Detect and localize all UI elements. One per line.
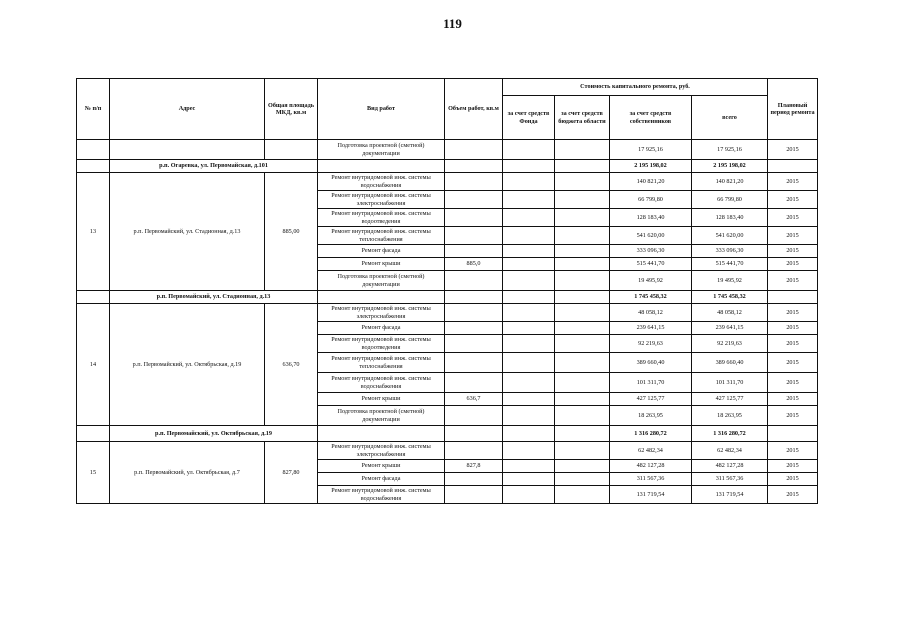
total-cell: 101 311,70 bbox=[692, 373, 768, 393]
volume-cell bbox=[445, 271, 503, 291]
owners-cell: 131 719,54 bbox=[610, 486, 692, 504]
fund-cell bbox=[503, 271, 555, 291]
total-cell: 389 660,40 bbox=[692, 353, 768, 373]
budget-cell bbox=[555, 245, 610, 258]
work-cell: Ремонт крыши bbox=[318, 258, 445, 271]
fund-cell bbox=[503, 140, 555, 160]
volume-cell: 885,0 bbox=[445, 258, 503, 271]
fund-cell bbox=[503, 322, 555, 335]
budget-cell bbox=[555, 304, 610, 322]
period-cell: 2015 bbox=[768, 140, 818, 160]
subtotal-label: р.п. Первомайский, ул. Стадионная, д.13 bbox=[110, 291, 318, 304]
fund-cell bbox=[503, 442, 555, 460]
period-cell: 2015 bbox=[768, 473, 818, 486]
work-cell: Ремонт фасада bbox=[318, 322, 445, 335]
volume-cell bbox=[445, 191, 503, 209]
area-cell: 636,70 bbox=[265, 304, 318, 426]
subtotal-row bbox=[77, 426, 818, 442]
table-row bbox=[77, 140, 818, 160]
header-fund: за счет средств Фонда bbox=[503, 96, 555, 140]
address-cell: р.п. Первомайский, ул. Октябрьская, д.7 bbox=[110, 442, 265, 504]
total-cell: 131 719,54 bbox=[692, 486, 768, 504]
period-cell: 2015 bbox=[768, 258, 818, 271]
fund-cell bbox=[503, 473, 555, 486]
total-cell: 66 799,80 bbox=[692, 191, 768, 209]
owners-cell: 101 311,70 bbox=[610, 373, 692, 393]
fund-cell bbox=[503, 393, 555, 406]
period-cell: 2015 bbox=[768, 406, 818, 426]
period-cell: 2015 bbox=[768, 227, 818, 245]
fund-cell bbox=[503, 304, 555, 322]
total-cell: 2 195 198,02 bbox=[692, 160, 768, 173]
owners-cell: 541 620,00 bbox=[610, 227, 692, 245]
header-total: всего bbox=[692, 96, 768, 140]
work-cell: Ремонт фасада bbox=[318, 473, 445, 486]
fund-cell bbox=[503, 460, 555, 473]
budget-cell bbox=[555, 335, 610, 353]
subtotal-row bbox=[77, 160, 818, 173]
work-cell: Ремонт крыши bbox=[318, 460, 445, 473]
volume-cell: 636,7 bbox=[445, 393, 503, 406]
fund-cell bbox=[503, 353, 555, 373]
area-cell: 827,80 bbox=[265, 442, 318, 504]
volume-cell bbox=[445, 209, 503, 227]
owners-cell: 19 495,92 bbox=[610, 271, 692, 291]
total-cell: 333 096,30 bbox=[692, 245, 768, 258]
header-area: Общая площадь МКД, кв.м bbox=[265, 79, 318, 140]
work-cell: Ремонт внутридомовой инж. системы теплоснабжения bbox=[318, 227, 445, 245]
fund-cell bbox=[503, 406, 555, 426]
total-cell: 427 125,77 bbox=[692, 393, 768, 406]
address-cell bbox=[110, 140, 265, 160]
num-cell: 13 bbox=[77, 173, 110, 291]
period-cell: 2015 bbox=[768, 335, 818, 353]
work-cell: Подготовка проектной (сметной) документации bbox=[318, 406, 445, 426]
header-cost-group: Стоимость капитального ремонта, руб. bbox=[503, 79, 768, 96]
period-cell bbox=[768, 291, 818, 304]
period-cell: 2015 bbox=[768, 373, 818, 393]
num-cell bbox=[77, 140, 110, 160]
address-cell: р.п. Первомайский, ул. Стадионная, д.13 bbox=[110, 173, 265, 291]
total-cell: 92 219,63 bbox=[692, 335, 768, 353]
owners-cell: 333 096,30 bbox=[610, 245, 692, 258]
work-cell: Подготовка проектной (сметной) документации bbox=[318, 271, 445, 291]
period-cell: 2015 bbox=[768, 209, 818, 227]
num-cell bbox=[77, 160, 110, 173]
budget-cell bbox=[555, 460, 610, 473]
num-cell: 15 bbox=[77, 442, 110, 504]
work-cell bbox=[318, 160, 445, 173]
owners-cell: 427 125,77 bbox=[610, 393, 692, 406]
owners-cell: 1 316 280,72 bbox=[610, 426, 692, 442]
budget-cell bbox=[555, 291, 610, 304]
owners-cell: 128 183,40 bbox=[610, 209, 692, 227]
table-row bbox=[77, 173, 818, 191]
budget-cell bbox=[555, 426, 610, 442]
area-cell: 885,00 bbox=[265, 173, 318, 291]
period-cell: 2015 bbox=[768, 304, 818, 322]
table-row bbox=[77, 442, 818, 460]
total-cell: 128 183,40 bbox=[692, 209, 768, 227]
fund-cell bbox=[503, 335, 555, 353]
period-cell: 2015 bbox=[768, 486, 818, 504]
volume-cell bbox=[445, 406, 503, 426]
budget-cell bbox=[555, 140, 610, 160]
owners-cell: 515 441,70 bbox=[610, 258, 692, 271]
volume-cell bbox=[445, 373, 503, 393]
budget-cell bbox=[555, 373, 610, 393]
header-address: Адрес bbox=[110, 79, 265, 140]
volume-cell bbox=[445, 335, 503, 353]
period-cell bbox=[768, 426, 818, 442]
header-period: Плановый период ремонта bbox=[768, 79, 818, 140]
volume-cell bbox=[445, 173, 503, 191]
total-cell: 48 058,12 bbox=[692, 304, 768, 322]
work-cell: Подготовка проектной (сметной) документации bbox=[318, 140, 445, 160]
budget-cell bbox=[555, 227, 610, 245]
address-cell: р.п. Первомайский, ул. Октябрьская, д.19 bbox=[110, 304, 265, 426]
owners-cell: 17 925,16 bbox=[610, 140, 692, 160]
fund-cell bbox=[503, 426, 555, 442]
owners-cell: 482 127,28 bbox=[610, 460, 692, 473]
total-cell: 1 745 458,32 bbox=[692, 291, 768, 304]
owners-cell: 239 641,15 bbox=[610, 322, 692, 335]
work-cell: Ремонт внутридомовой инж. системы водоснабжения bbox=[318, 373, 445, 393]
volume-cell bbox=[445, 140, 503, 160]
num-cell bbox=[77, 426, 110, 442]
budget-cell bbox=[555, 191, 610, 209]
volume-cell bbox=[445, 291, 503, 304]
owners-cell: 311 567,36 bbox=[610, 473, 692, 486]
fund-cell bbox=[503, 245, 555, 258]
period-cell: 2015 bbox=[768, 353, 818, 373]
period-cell: 2015 bbox=[768, 245, 818, 258]
volume-cell bbox=[445, 473, 503, 486]
fund-cell bbox=[503, 209, 555, 227]
header-work-type: Вид работ bbox=[318, 79, 445, 140]
table-row bbox=[77, 304, 818, 322]
work-cell: Ремонт внутридомовой инж. системы водоотведения bbox=[318, 209, 445, 227]
work-cell: Ремонт внутридомовой инж. системы водоотведения bbox=[318, 335, 445, 353]
volume-cell bbox=[445, 304, 503, 322]
header-num: № п/п bbox=[77, 79, 110, 140]
budget-cell bbox=[555, 486, 610, 504]
fund-cell bbox=[503, 191, 555, 209]
work-cell: Ремонт фасада bbox=[318, 245, 445, 258]
volume-cell bbox=[445, 322, 503, 335]
owners-cell: 2 195 198,02 bbox=[610, 160, 692, 173]
total-cell: 239 641,15 bbox=[692, 322, 768, 335]
period-cell: 2015 bbox=[768, 393, 818, 406]
fund-cell bbox=[503, 486, 555, 504]
fund-cell bbox=[503, 227, 555, 245]
work-cell: Ремонт внутридомовой инж. системы водоснабжения bbox=[318, 173, 445, 191]
work-cell: Ремонт внутридомовой инж. системы электроснабжения bbox=[318, 191, 445, 209]
period-cell: 2015 bbox=[768, 442, 818, 460]
total-cell: 18 263,95 bbox=[692, 406, 768, 426]
fund-cell bbox=[503, 160, 555, 173]
work-cell: Ремонт крыши bbox=[318, 393, 445, 406]
period-cell: 2015 bbox=[768, 191, 818, 209]
total-cell: 19 495,92 bbox=[692, 271, 768, 291]
header-volume: Объем работ, кв.м bbox=[445, 79, 503, 140]
budget-cell bbox=[555, 322, 610, 335]
header-owners: за счет средств собственников bbox=[610, 96, 692, 140]
num-cell bbox=[77, 291, 110, 304]
page-number: 119 bbox=[443, 16, 462, 31]
volume-cell bbox=[445, 442, 503, 460]
owners-cell: 66 799,80 bbox=[610, 191, 692, 209]
owners-cell: 140 821,20 bbox=[610, 173, 692, 191]
area-cell bbox=[265, 140, 318, 160]
budget-cell bbox=[555, 473, 610, 486]
budget-cell bbox=[555, 393, 610, 406]
subtotal-row bbox=[77, 291, 818, 304]
work-cell: Ремонт внутридомовой инж. системы водоснабжения bbox=[318, 486, 445, 504]
total-cell: 17 925,16 bbox=[692, 140, 768, 160]
total-cell: 482 127,28 bbox=[692, 460, 768, 473]
period-cell: 2015 bbox=[768, 173, 818, 191]
capital-repair-table bbox=[76, 78, 818, 504]
owners-cell: 18 263,95 bbox=[610, 406, 692, 426]
budget-cell bbox=[555, 406, 610, 426]
budget-cell bbox=[555, 258, 610, 271]
volume-cell bbox=[445, 353, 503, 373]
budget-cell bbox=[555, 353, 610, 373]
total-cell: 515 441,70 bbox=[692, 258, 768, 271]
num-cell: 14 bbox=[77, 304, 110, 426]
work-cell bbox=[318, 291, 445, 304]
budget-cell bbox=[555, 209, 610, 227]
budget-cell bbox=[555, 160, 610, 173]
subtotal-label: р.п. Первомайский, ул. Октябрьская, д.19 bbox=[110, 426, 318, 442]
total-cell: 140 821,20 bbox=[692, 173, 768, 191]
total-cell: 311 567,36 bbox=[692, 473, 768, 486]
total-cell: 62 482,34 bbox=[692, 442, 768, 460]
volume-cell bbox=[445, 426, 503, 442]
budget-cell bbox=[555, 173, 610, 191]
period-cell: 2015 bbox=[768, 460, 818, 473]
volume-cell bbox=[445, 486, 503, 504]
owners-cell: 389 660,40 bbox=[610, 353, 692, 373]
owners-cell: 92 219,63 bbox=[610, 335, 692, 353]
fund-cell bbox=[503, 291, 555, 304]
header-budget: за счет средств бюджета области bbox=[555, 96, 610, 140]
total-cell: 1 316 280,72 bbox=[692, 426, 768, 442]
subtotal-label: р.п. Огаревка, ул. Первомайская, д.101 bbox=[110, 160, 318, 173]
work-cell bbox=[318, 426, 445, 442]
owners-cell: 48 058,12 bbox=[610, 304, 692, 322]
period-cell: 2015 bbox=[768, 271, 818, 291]
work-cell: Ремонт внутридомовой инж. системы электроснабжения bbox=[318, 442, 445, 460]
total-cell: 541 620,00 bbox=[692, 227, 768, 245]
fund-cell bbox=[503, 173, 555, 191]
volume-cell bbox=[445, 160, 503, 173]
budget-cell bbox=[555, 271, 610, 291]
work-cell: Ремонт внутридомовой инж. системы теплоснабжения bbox=[318, 353, 445, 373]
period-cell: 2015 bbox=[768, 322, 818, 335]
owners-cell: 1 745 458,32 bbox=[610, 291, 692, 304]
owners-cell: 62 482,34 bbox=[610, 442, 692, 460]
fund-cell bbox=[503, 373, 555, 393]
period-cell bbox=[768, 160, 818, 173]
volume-cell bbox=[445, 227, 503, 245]
fund-cell bbox=[503, 258, 555, 271]
volume-cell: 827,8 bbox=[445, 460, 503, 473]
volume-cell bbox=[445, 245, 503, 258]
budget-cell bbox=[555, 442, 610, 460]
work-cell: Ремонт внутридомовой инж. системы электроснабжения bbox=[318, 304, 445, 322]
